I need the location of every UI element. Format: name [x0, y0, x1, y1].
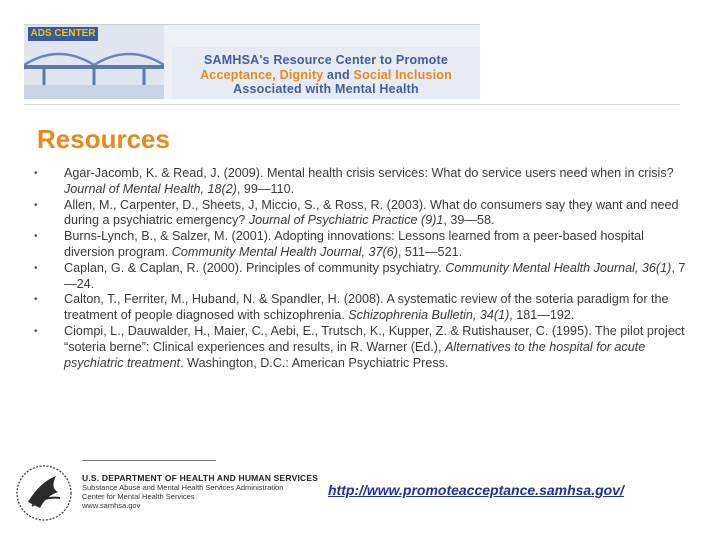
header-line-2	[176, 68, 476, 82]
promote-acceptance-link[interactable]: http://www.promoteacceptance.samhsa.gov/	[328, 482, 624, 498]
reference-item: • Allen, M., Carpenter, D., Sheets, J, Miccio, S., & Ross, R. (2003). What do consumers say they want and need during a psychiatric emergency? Journal of Psychiatric Practice (9)1, 39—58.	[34, 197, 679, 228]
cmhs-center: Center for Mental Health Services	[82, 492, 195, 501]
page-title: Resources	[37, 124, 170, 154]
header-acceptance: Acceptance,	[200, 68, 280, 82]
bridge-illustration	[24, 25, 164, 99]
bullet-icon: •	[34, 294, 38, 306]
bullet-icon: •	[34, 199, 38, 211]
reference-item: • Agar-Jacomb, K. & Read, J. (2009). Mental health crisis services: What do service users need when in crisis? Journal of Mental Health, 18(2), 99—110.	[34, 166, 674, 196]
hhs-department: U.S. DEPARTMENT OF HEALTH AND HUMAN SERVICES	[82, 473, 319, 483]
reference-item: • Calton, T., Ferriter, M., Huband, N. & Spandler, H. (2008). A systematic review of the soteria paradigm for the treatment of people diagnosed with schizophrenia. Schizophrenia Bulletin, 34(1), 181—192.	[34, 292, 669, 323]
bullet-icon: •	[34, 262, 38, 274]
reference-item: • Ciompi, L., Dauwalder, H., Maier, C., Aebi, E., Trutsch, K., Kupper, Z. & Rutishauser, C. (1995). The pilot project “soteria berne”: Clinical experiences and results, in R. Warner (Ed.), Alternatives to the hospital for acute psychiatric treatment. Washington, D.C.: American Psychiatric Press.	[34, 323, 685, 370]
header-line-3: Associated with Mental Health	[233, 82, 419, 96]
samhsa-agency: Substance Abuse and Mental Health Services Administration	[82, 483, 284, 492]
agency-info	[82, 474, 322, 510]
header-line-1: SAMHSA's Resource Center to Promote	[203, 53, 449, 67]
header-text-panel	[172, 47, 480, 99]
bullet-icon: •	[34, 325, 38, 337]
header-and: and	[323, 68, 354, 82]
reference-list	[34, 166, 694, 371]
header-banner	[24, 24, 480, 99]
header-social-inclusion: Social Inclusion	[353, 68, 452, 82]
header-divider	[24, 104, 680, 105]
reference-item: • Caplan, G. & Caplan, R. (2000). Principles of community psychiatry. Community Mental Health Journal, 36(1), 7—24.	[34, 260, 686, 291]
reference-item: • Burns-Lynch, B., & Salzer, M. (2001). Adopting innovations: Lessons learned from a peer-based hospital diversion program. Community Mental Health Journal, 37(6), 511—521.	[34, 229, 644, 259]
footer-divider	[82, 460, 216, 461]
header-dignity: Dignity	[279, 68, 324, 82]
samhsa-site: www.samhsa.gov	[82, 501, 141, 510]
bullet-icon: •	[34, 231, 38, 243]
bullet-icon: •	[34, 168, 38, 179]
ads-center-logo: ADS CENTER	[28, 27, 98, 41]
